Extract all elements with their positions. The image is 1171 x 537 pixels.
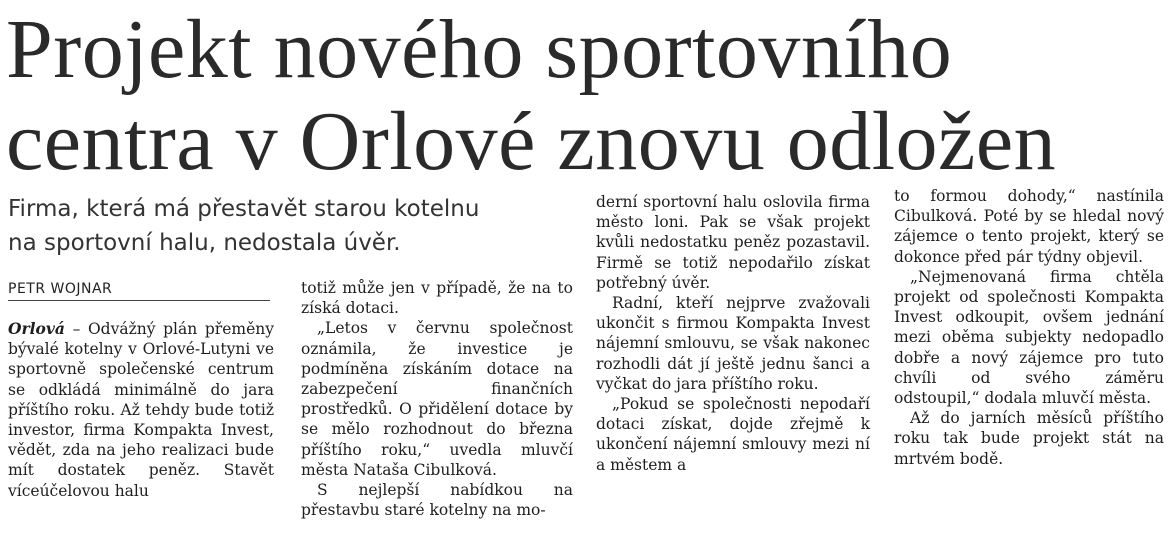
lead-paragraph — [8, 319, 274, 501]
subheadline-line-2: na sportovní halu, nedostala úvěr. — [8, 230, 401, 256]
paragraph: S nejlepší nabídkou na přestavbu staré kotelny na mo- — [301, 481, 573, 520]
article-column-2 — [301, 278, 573, 520]
headline-line-1: Projekt nového sportovního — [6, 3, 953, 96]
article-column-4 — [894, 186, 1164, 469]
paragraph: „Pokud se společnosti nepodaří dotaci získat, dojde zřejmě k ukončení nájemní smlouvy mezi ní a městem a — [596, 395, 870, 474]
article-column-3 — [596, 192, 870, 475]
paragraph: „Letos v červnu společnost oznámila, že investice je podmíněna získáním dotace na zabezpečení finančních prostředků. O přidělení dotace by se mělo rozhodnout do března příštího roku,“ uvedla mluvčí města Nataša Cibulková. — [301, 319, 573, 479]
paragraph: totiž může jen v případě, že na to získá dotaci. — [301, 279, 573, 318]
dateline-place: Orlová — [8, 319, 65, 338]
headline-line-2: centra v Orlové znovu odložen — [6, 95, 1057, 188]
lead-text: – Odvážný plán přeměny bývalé kotelny v Orlové-Lutyni ve sportovně společenské centrum se odkládá minimálně do jara příštího roku. Až tehdy bude totiž investor, firma Kompakta Invest, vědět, zda na jeho realizaci bude mít dostatek peněz. Stavět víceúčelovou halu — [8, 320, 274, 500]
subheadline — [8, 192, 568, 260]
paragraph: Až do jarních měsíců příštího roku tak bude projekt stát na mrtvém bodě. — [894, 409, 1164, 468]
subheadline-line-1: Firma, která má přestavět starou kotelnu — [8, 196, 480, 222]
headline — [6, 4, 1166, 188]
byline: PETR WOJNAR — [8, 281, 270, 301]
paragraph: derní sportovní halu oslovila firma město loni. Pak se však projekt kvůli nedostatku peněz pozastavil. Firmě se totiž nepodařilo získat potřebný úvěr. — [596, 193, 870, 292]
paragraph: to formou dohody,“ nastínila Cibulková. Poté by se hledal nový zájemce o tento projekt, který se dokonce před pár týdny objevil. — [894, 187, 1164, 266]
paragraph: Radní, kteří nejprve zvažovali ukončit s firmou Kompakta Invest nájemní smlouvu, se však nakonec rozhodli dát jí ještě jednu šanci a vyčkat do jara příštího roku. — [596, 294, 870, 393]
article-column-1 — [8, 319, 274, 501]
paragraph: „Nejmenovaná firma chtěla projekt od společnosti Kompakta Invest odkoupit, ovšem jednání mezi oběma subjekty nedopadlo dobře a nový zájemce pro tuto chvíli od svého záměru odstoupil,“ dodala mluvčí města. — [894, 267, 1164, 408]
